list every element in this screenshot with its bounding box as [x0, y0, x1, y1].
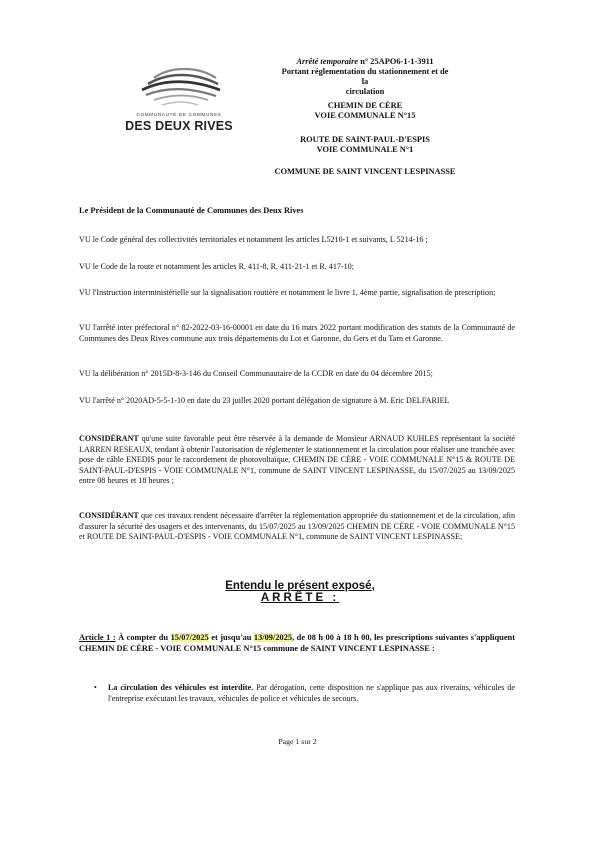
logo-name: DES DEUX RIVES — [125, 119, 233, 133]
road2-line2: VOIE COMMUNALE N°1 — [316, 145, 414, 154]
vu-paragraph: VU l'arrêté inter préfectoral n° 82-2022-03-16-00001 en date du 16 mars 2022 portant modification des statuts de la Communauté de Communes des Deux Rives commune aux trois départements du Lot et Garonne, du Gers et du Tarn et Garonne. — [79, 323, 515, 343]
vu-paragraph: VU le Code de la route et notamment les articles R. 411-8, R. 411-21-1 et R. 417-10; — [79, 262, 354, 271]
decree-title-line3: circulation — [345, 87, 385, 96]
arrete-heading: ARRÊTE : — [260, 592, 340, 604]
bullet-body: Par dérogation, cette disposition ne s'applique pas aux riverains, véhicules de l'entreprise exécutant les travaux, véhicules de police et véhicules de secours. — [108, 683, 515, 703]
vu-paragraph: VU le Code général des collectivités territoriales et notamment les articles L5210-1 et suivants, L 5214-16 ; — [79, 235, 428, 244]
considerant-text: qu'une suite favorable peut être réservée à la demande de Monsieur ARNAUD KUHLES représentant la société LARREN RESEAUX, tendant à obtenir l'autorisation de réglementer le stationnement et la circulation pour réaliser une tranchée avec pose de câble ENEDIS pour le raccordement de photovoltaïque, CHEMIN DE CÈRE - VOIE COMMUNALE N°15 & ROUTE DE SAINT-PAUL-D'ESPIS - VOIE COMMUNALE N°1, commune de SAINT VINCENT LESPINASSE, du 15/07/2025 au 13/09/2025 entre 08 heures et 18 heures ; — [79, 434, 515, 486]
bullet-bold: La circulation des véhicules est interdite. — [108, 683, 254, 692]
considerant-paragraph — [79, 434, 515, 487]
article-text: , de 08 h 00 à 18 h 00, les prescriptions suivantes s'appliquent CHEMIN DE CÈRE - VOIE COMMUNALE N°15 commune de SAINT VINCENT LESPINASSE : — [79, 633, 515, 653]
decree-number: n° 25APO6-1-1-3911 — [360, 57, 434, 66]
article-1 — [79, 633, 515, 655]
ccdr-logo — [124, 62, 234, 138]
decree-title — [280, 57, 450, 97]
bullet-icon: • — [94, 683, 97, 692]
expose-line: Entendu le présent exposé, — [225, 580, 375, 592]
road1-line2: VOIE COMMUNALE N°15 — [314, 111, 416, 120]
considerant-paragraph — [79, 511, 515, 543]
date-start: 15/07/2025 — [170, 633, 209, 642]
vu-paragraph: VU la délibération n° 2015D-8-3-146 du Conseil Communautaire de la CCDR en date du 04 décembre 2015; — [79, 369, 433, 378]
article-text: et jusqu'au — [208, 633, 254, 642]
logo-swirl-icon — [132, 62, 226, 110]
road2-block — [280, 135, 450, 155]
vu-paragraph: VU l'Instruction interministérielle sur la signalisation routière et notamment le livre 1, 4ème partie, signalisation de prescription; — [79, 288, 496, 297]
date-end: 13/09/2025 — [253, 633, 293, 642]
article-text: À compter du — [115, 633, 171, 642]
vu-paragraph: VU l'arrêté n° 2020AD-5-5-1-10 en date du 23 juillet 2020 portant délégation de signature à M. Eric DELFARIEL — [79, 396, 450, 405]
decree-title-label: Arrêté temporaire — [296, 57, 359, 66]
article-label: Article 1 : — [79, 633, 116, 642]
expose-heading — [200, 580, 400, 604]
decree-title-line2: Portant réglementation du stationnement et de la — [281, 67, 449, 86]
considerant-label: CONSIDÉRANT — [79, 434, 139, 443]
road1-block — [280, 101, 450, 121]
considerant-text: que ces travaux rendent nécessaire d'arrêter la réglementation appropriée du stationnement et de la circulation, afin d'assurer la sécurité des usagers et des intervenants, du 15/07/2025 au 13/09/2025 CHEMIN DE CÈRE - VOIE COMMUNALE N°15 et ROUTE DE SAINT-PAUL-D'ESPIS - VOIE COMMUNALE N°1, commune de SAINT VINCENT LESPINASSE; — [79, 511, 515, 542]
commune-title: COMMUNE DE SAINT VINCENT LESPINASSE — [274, 167, 456, 176]
logo-subtitle: COMMUNAUTÉ DE COMMUNES — [136, 112, 222, 117]
page-number: Page 1 sur 2 — [278, 737, 317, 746]
president-heading: Le Président de la Communauté de Communes des Deux Rives — [79, 206, 304, 215]
bullet-text — [108, 683, 515, 705]
road2-line1: ROUTE DE SAINT-PAUL-D'ESPIS — [300, 135, 430, 144]
considerant-label: CONSIDÉRANT — [79, 511, 139, 520]
road1-line1: CHEMIN DE CÈRE — [327, 101, 403, 110]
